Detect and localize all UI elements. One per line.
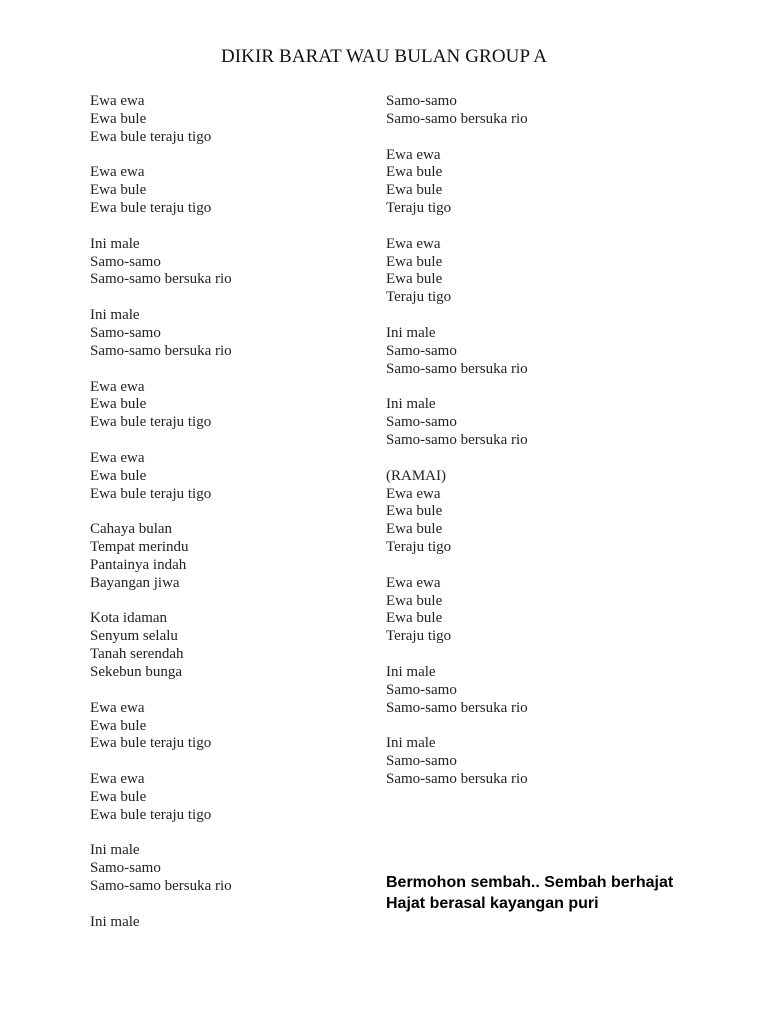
lyric-line: Ewa bule	[386, 182, 443, 199]
lyric-line: Samo-samo bersuka rio	[386, 432, 528, 449]
stanza-gap	[90, 503, 360, 521]
lyric-line: Kota idaman	[90, 610, 168, 627]
closing-verse	[386, 872, 726, 914]
stanza-gap	[90, 753, 360, 771]
lyric-line: (RAMAI)	[386, 467, 446, 484]
lyric-line: Ewa ewa	[386, 235, 441, 252]
stanza	[386, 468, 726, 557]
lyric-line: Ewa bule teraju tigo	[90, 485, 212, 502]
stanza	[90, 379, 360, 433]
lyric-line: Pantainya indah	[90, 556, 187, 573]
lyric-line: Ewa bule	[386, 253, 443, 270]
lyric-line: Cahaya bulan	[90, 521, 173, 538]
stanza-gap	[386, 218, 726, 236]
lyric-line: Ini male	[386, 396, 436, 413]
lyric-line: Ewa bule	[386, 610, 443, 627]
lyrics-left-column	[90, 93, 360, 932]
stanza-gap	[386, 646, 726, 664]
stanza	[90, 700, 360, 754]
stanza	[386, 664, 726, 718]
stanza	[90, 771, 360, 825]
stanza-gap	[90, 593, 360, 611]
stanza-gap	[90, 432, 360, 450]
lyric-line: Samo-samo	[386, 93, 457, 109]
lyric-line: Ewa ewa	[386, 146, 441, 163]
stanza-gap	[386, 450, 726, 468]
stanza-gap	[90, 218, 360, 236]
closing-line: Hajat berasal kayangan puri	[386, 895, 599, 912]
lyric-line: Teraju tigo	[386, 289, 452, 306]
lyric-line: Ewa ewa	[90, 93, 145, 109]
lyric-line: Teraju tigo	[386, 200, 452, 217]
lyric-line: Samo-samo bersuka rio	[90, 342, 232, 359]
lyric-line: Ini male	[90, 235, 140, 252]
stanza	[386, 396, 726, 450]
stanza-gap	[90, 896, 360, 914]
closing-line: Bermohon sembah.. Sembah berhajat	[386, 874, 674, 891]
lyric-line: Sekebun bunga	[90, 664, 183, 680]
lyric-line: Ewa bule	[386, 521, 443, 538]
lyric-line: Ewa bule	[386, 164, 443, 181]
lyric-line: Samo-samo	[90, 324, 161, 341]
stanza-gap	[386, 718, 726, 736]
lyric-line: Ini male	[386, 664, 436, 680]
lyric-line: Ewa ewa	[90, 771, 145, 788]
lyric-line: Samo-samo bersuka rio	[386, 110, 528, 127]
lyric-line: Ewa bule	[386, 503, 443, 520]
lyric-line: Ewa ewa	[90, 378, 145, 395]
lyric-line: Tanah serendah	[90, 646, 184, 663]
stanza	[386, 325, 726, 379]
lyric-line: Ewa bule	[90, 182, 147, 199]
lyric-line: Samo-samo	[386, 681, 457, 698]
lyric-line: Samo-samo	[386, 414, 457, 431]
stanza	[90, 610, 360, 681]
lyric-line: Teraju tigo	[386, 628, 452, 645]
stanza	[386, 93, 726, 129]
stanza	[90, 93, 360, 147]
stanza	[386, 575, 726, 646]
stanza	[90, 307, 360, 361]
stanza	[386, 735, 726, 789]
lyric-line: Ewa bule	[386, 271, 443, 288]
stanza	[386, 147, 726, 218]
lyric-line: Samo-samo	[386, 753, 457, 770]
lyric-line: Ewa bule	[90, 396, 147, 413]
lyric-line: Samo-samo bersuka rio	[386, 360, 528, 377]
lyric-line: Ewa bule	[90, 110, 147, 127]
stanza	[90, 236, 360, 290]
lyric-line: Ewa bule	[90, 467, 147, 484]
lyric-line: Ewa bule	[90, 788, 147, 805]
lyric-line: Ini male	[90, 913, 140, 930]
stanza-gap	[386, 307, 726, 325]
stanza-gap	[90, 289, 360, 307]
lyric-line: Ewa ewa	[386, 485, 441, 502]
lyric-line: Ewa bule teraju tigo	[90, 128, 212, 145]
lyric-line: Ewa ewa	[386, 574, 441, 591]
stanza-gap	[386, 129, 726, 147]
lyric-line: Ini male	[386, 735, 436, 752]
lyric-line: Bayangan jiwa	[90, 574, 180, 591]
document-title: DIKIR BARAT WAU BULAN GROUP A	[220, 46, 548, 67]
lyric-line: Ini male	[386, 324, 436, 341]
lyric-line: Ewa bule teraju tigo	[90, 414, 212, 431]
stanza	[90, 521, 360, 592]
lyric-line: Senyum selalu	[90, 628, 178, 645]
lyric-line: Samo-samo bersuka rio	[386, 699, 528, 716]
lyric-line: Samo-samo	[90, 253, 161, 270]
lyric-line: Ewa bule teraju tigo	[90, 806, 212, 823]
stanza-gap	[90, 361, 360, 379]
stanza	[90, 914, 360, 932]
stanza	[386, 236, 726, 307]
lyric-line: Ewa bule	[386, 592, 443, 609]
stanza	[90, 842, 360, 896]
lyric-line: Ini male	[90, 842, 140, 859]
stanza-gap	[90, 682, 360, 700]
lyric-line: Samo-samo	[90, 860, 161, 877]
lyrics-right-column	[386, 93, 726, 789]
stanza	[90, 450, 360, 504]
stanza	[90, 164, 360, 218]
lyric-line: Ewa ewa	[90, 164, 145, 181]
lyric-line: Ewa ewa	[90, 699, 145, 716]
lyric-line: Samo-samo bersuka rio	[90, 271, 232, 288]
stanza-gap	[90, 825, 360, 843]
stanza-gap	[90, 147, 360, 165]
lyric-line: Ewa bule	[90, 717, 147, 734]
lyric-line: Samo-samo bersuka rio	[90, 878, 232, 895]
lyric-line: Ini male	[90, 307, 140, 324]
lyric-line: Ewa bule teraju tigo	[90, 200, 212, 217]
lyric-line: Ewa ewa	[90, 449, 145, 466]
lyric-line: Tempat merindu	[90, 539, 189, 556]
lyric-line: Teraju tigo	[386, 539, 452, 556]
stanza-gap	[386, 379, 726, 397]
lyric-line: Samo-samo bersuka rio	[386, 771, 528, 788]
lyric-line: Samo-samo	[386, 342, 457, 359]
lyric-line: Ewa bule teraju tigo	[90, 735, 212, 752]
stanza-gap	[386, 557, 726, 575]
